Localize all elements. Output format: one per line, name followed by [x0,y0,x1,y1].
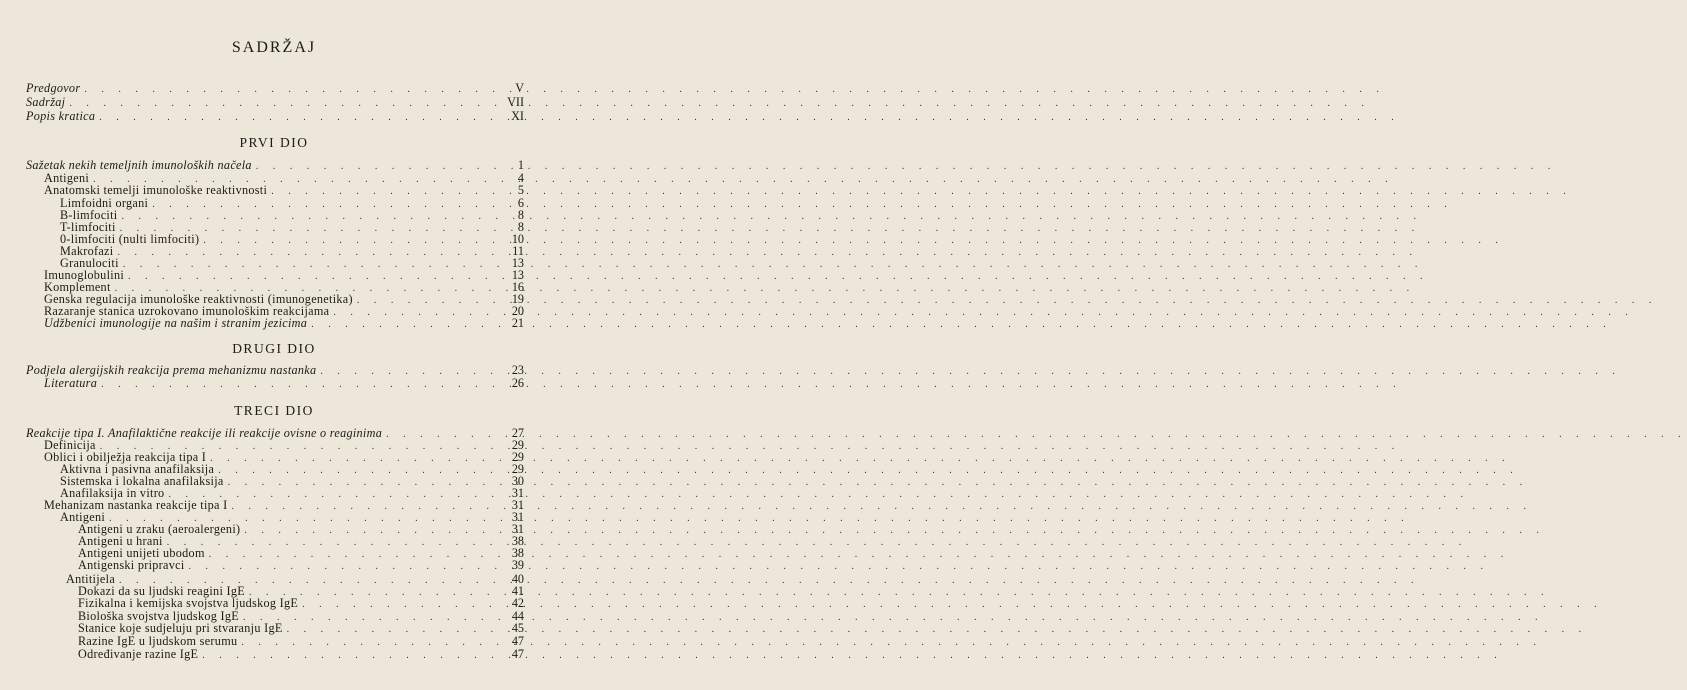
entry-page: 41 [511,584,524,598]
part-heading-prvi-dio: PRVI DIO [239,135,309,150]
entry-title: Antigeni u hrani [78,534,163,548]
entry-page: 40 [511,572,524,586]
entry-page: 42 [511,596,524,610]
entry-page: 10 [511,232,524,246]
entry-page: 31 [511,486,524,500]
toc-entry-sadrzaj [26,95,524,109]
entry-page: 19 [511,292,524,306]
entry-page: 13 [511,256,524,270]
entry-page: 44 [511,609,524,623]
entry-page: 38 [511,546,524,560]
entry-page: 8 [517,208,524,222]
entry-title: Antigeni [60,510,106,524]
entry-page: 20 [511,304,524,318]
entry-title: Razine IgE u ljudskom serumu [78,634,238,648]
entry-title: Stanice koje sudjeluju pri stvaranju IgE [78,621,283,635]
entry-page: XI [511,109,524,123]
entry-title: Određivanje razine IgE [78,647,199,661]
entry-title: Antigeni u zraku (aeroalergeni) [78,522,241,536]
entry-title: Biološka svojstva ljudskog IgE [78,609,240,623]
entry-page: 38 [511,534,524,548]
entry-page: 31 [511,522,524,536]
entry-page: 4 [517,171,524,185]
entry-page: 29 [511,450,524,464]
entry-title: Sistemska i lokalna anafilaksija [60,474,224,488]
entry-page: 21 [511,316,524,330]
entry-title: Komplement [44,280,111,294]
toc-entry [44,183,524,197]
page-title: SADRŽAJ [231,39,317,56]
toc-entry [26,158,524,172]
entry-page: 29 [511,438,524,452]
entry-title: Antigeni unijeti ubodom [78,546,205,560]
entry-page: 47 [511,647,524,661]
entry-title: Genska regulacija imunološke reaktivnosti (imunogenetika) [44,292,353,306]
dot-leader [101,378,504,392]
toc-entry [78,647,524,661]
entry-title: Sadržaj [26,95,66,109]
entry-title: Limfoidni organi [60,196,149,210]
entry-page: 30 [511,474,524,488]
entry-page: 6 [517,196,524,210]
entry-page: 31 [511,510,524,524]
entry-page: 23 [511,363,524,377]
entry-page: 39 [511,558,524,572]
entry-title: Antigeni [44,171,90,185]
entry-title: Mehanizam nastanka reakcije tipa I [44,498,228,512]
entry-page: 13 [511,268,524,282]
entry-title: Definicija [44,438,96,452]
toc-entry [78,621,524,635]
entry-page: 29 [511,462,524,476]
entry-page: V [515,81,524,95]
entry-title: Sažetak nekih temeljnih imunoloških načela [26,158,252,172]
entry-title: Aktivna i pasivna anafilaksija [60,462,215,476]
entry-title: Makrofazi [60,244,114,258]
toc-entry [78,634,524,648]
entry-page: 1 [517,158,524,172]
entry-page: 5 [517,183,524,197]
entry-page: VII [507,95,524,109]
entry-title: Popis kratica [26,109,96,123]
toc-entry [44,316,524,330]
entry-title: Dokazi da su ljudski reagini IgE [78,584,245,598]
entry-title: Fizikalna i kemijska svojstva ljudskog IgE [78,596,299,610]
entry-title: Imunoglobulini [44,268,125,282]
entry-title: Reakcije tipa I. Anafilaktične reakcije ili reakcije ovisne o reaginima [26,426,383,440]
entry-title: T-limfociti [60,220,116,234]
toc-entry [44,376,524,390]
entry-page: 11 [512,244,524,258]
entry-page: 26 [511,376,524,390]
entry-title: Anafilaksija in vitro [60,486,165,500]
entry-title: Antigenski pripravci [78,558,185,572]
toc-entry-predgovor [26,81,524,95]
toc-page [0,0,548,690]
entry-title: Anatomski temelji imunološke reaktivnosti [44,183,268,197]
entry-title: Podjela alergijskih reakcija prema mehanizmu nastanka [26,363,317,377]
entry-page: 47 [511,634,524,648]
entry-page: 31 [511,498,524,512]
entry-title: Predgovor [26,81,81,95]
entry-title: Granulociti [60,256,119,270]
entry-title: 0-limfociti (nulti limfociti) [60,232,200,246]
entry-title: B-limfociti [60,208,118,222]
entry-title: Udžbenici imunologije na našim i stranim jezicima [44,316,308,330]
entry-title: Antitijela [66,572,116,586]
entry-page: 27 [511,426,524,440]
entry-page: 45 [511,621,524,635]
part-heading-treci-dio: TRECI DIO [234,403,314,418]
part-heading-drugi-dio: DRUGI DIO [232,341,316,356]
entry-page: 8 [517,220,524,234]
dot-leader [99,111,504,125]
entry-page: 16 [511,280,524,294]
entry-title: Oblici i obilježja reakcija tipa I [44,450,207,464]
entry-title: Razaranje stanica uzrokovano imunološkim reakcijama [44,304,330,318]
toc-entry [78,596,524,610]
entry-title: Literatura [44,376,98,390]
toc-entry [26,363,524,377]
toc-entry-popis-kratica [26,109,524,123]
dot-leader [202,649,504,663]
dot-leader [311,318,504,332]
toc-entry [78,558,524,572]
